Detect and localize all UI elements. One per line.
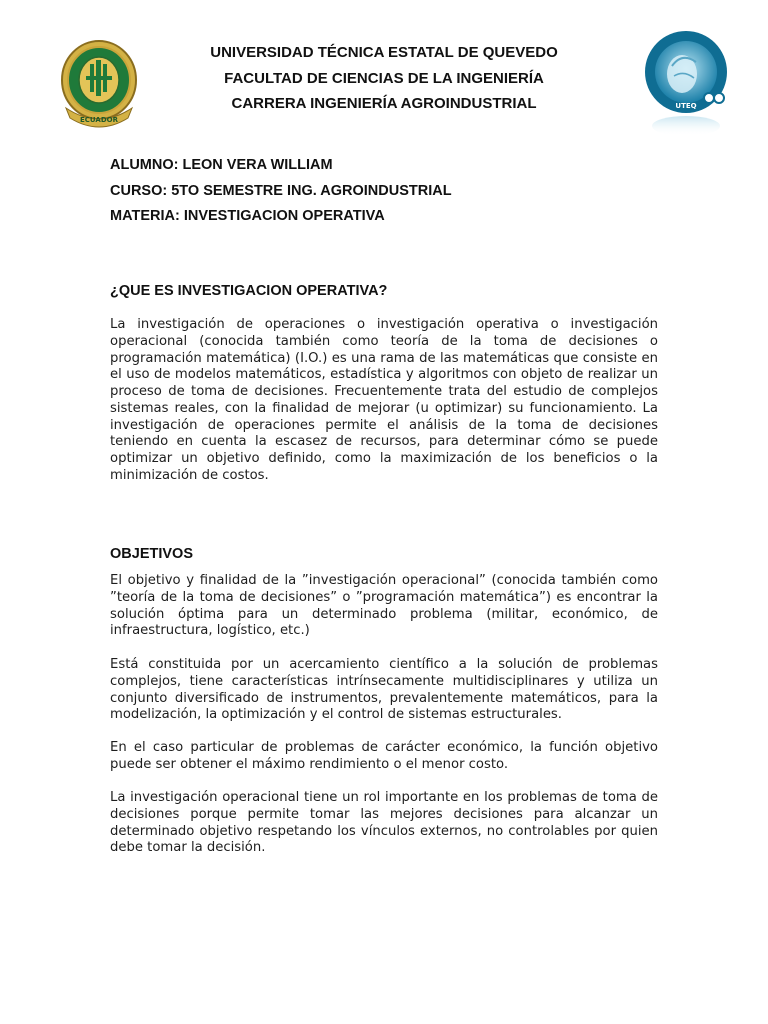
section-title-objectives: OBJETIVOS (110, 546, 193, 562)
career-name: CARRERA INGENIERÍA AGROINDUSTRIAL (231, 95, 537, 112)
faculty-logo (636, 30, 736, 138)
university-seal-icon (56, 38, 142, 128)
objectives-paragraph-2: Está constituida por un acercamiento científico a la solución de problemas complejos, tiene características intrínsecamente multidisciplinares y utiliza un conjunto diversificado de instrumentos, prevalentemente matemáticos, para la modelización, la optimización y el control de sistemas estructurales. (110, 657, 658, 723)
subject-info: MATERIA: INVESTIGACION OPERATIVA (110, 208, 385, 224)
section-title-what-is: ¿QUE ES INVESTIGACION OPERATIVA? (110, 283, 388, 299)
emblem-acronym-label: UTEQ (675, 102, 697, 110)
student-name: ALUMNO: LEON VERA WILLIAM (110, 157, 333, 173)
seal-country-label: ECUADOR (80, 116, 118, 124)
faculty-emblem-icon (636, 30, 736, 138)
section-paragraph-definition: La investigación de operaciones o investigación operativa o investigación operacional (conocida también como teoría de la toma de decisiones o programación matemática) (I.O.) es una rama de las matemáticas que consiste en el uso de modelos matemáticos, estadística y algoritmos con objeto de realizar un proceso de toma de decisiones. Frecuentemente trata del estudio de complejos sistemas reales, con la finalidad de mejorar (u optimizar) su funcionamiento. La investigación de operaciones permite el análisis de la toma de decisiones teniendo en cuenta la escasez de recursos, para determinar cómo se puede optimizar un objetivo definido, como la maximización de los beneficios o la minimización de costos. (110, 317, 658, 483)
student-info (110, 153, 452, 230)
document-header (150, 40, 618, 117)
objectives-paragraph-1: El objetivo y finalidad de la ”investigación operacional” (conocida también como ”teoría de la toma de decisiones” o ”programación matemática”) es encontrar la solución óptima para un determinado problema (militar, económico, de infraestructura, logístico, etc.) (110, 573, 658, 639)
course-info: CURSO: 5TO SEMESTRE ING. AGROINDUSTRIAL (110, 182, 452, 199)
university-name: UNIVERSIDAD TÉCNICA ESTATAL DE QUEVEDO (210, 44, 558, 61)
faculty-name: FACULTAD DE CIENCIAS DE LA INGENIERÍA (224, 69, 544, 87)
university-logo (56, 38, 142, 128)
objectives-paragraph-3: En el caso particular de problemas de carácter económico, la función objetivo puede ser obtener el máximo rendimiento o el menor costo. (110, 740, 658, 772)
objectives-paragraph-4: La investigación operacional tiene un rol importante en los problemas de toma de decisiones porque permite tomar las mejores decisiones para alcanzar un determinado objetivo respetando los vínculos externos, no controlables por quien debe tomar la decisión. (110, 790, 658, 856)
